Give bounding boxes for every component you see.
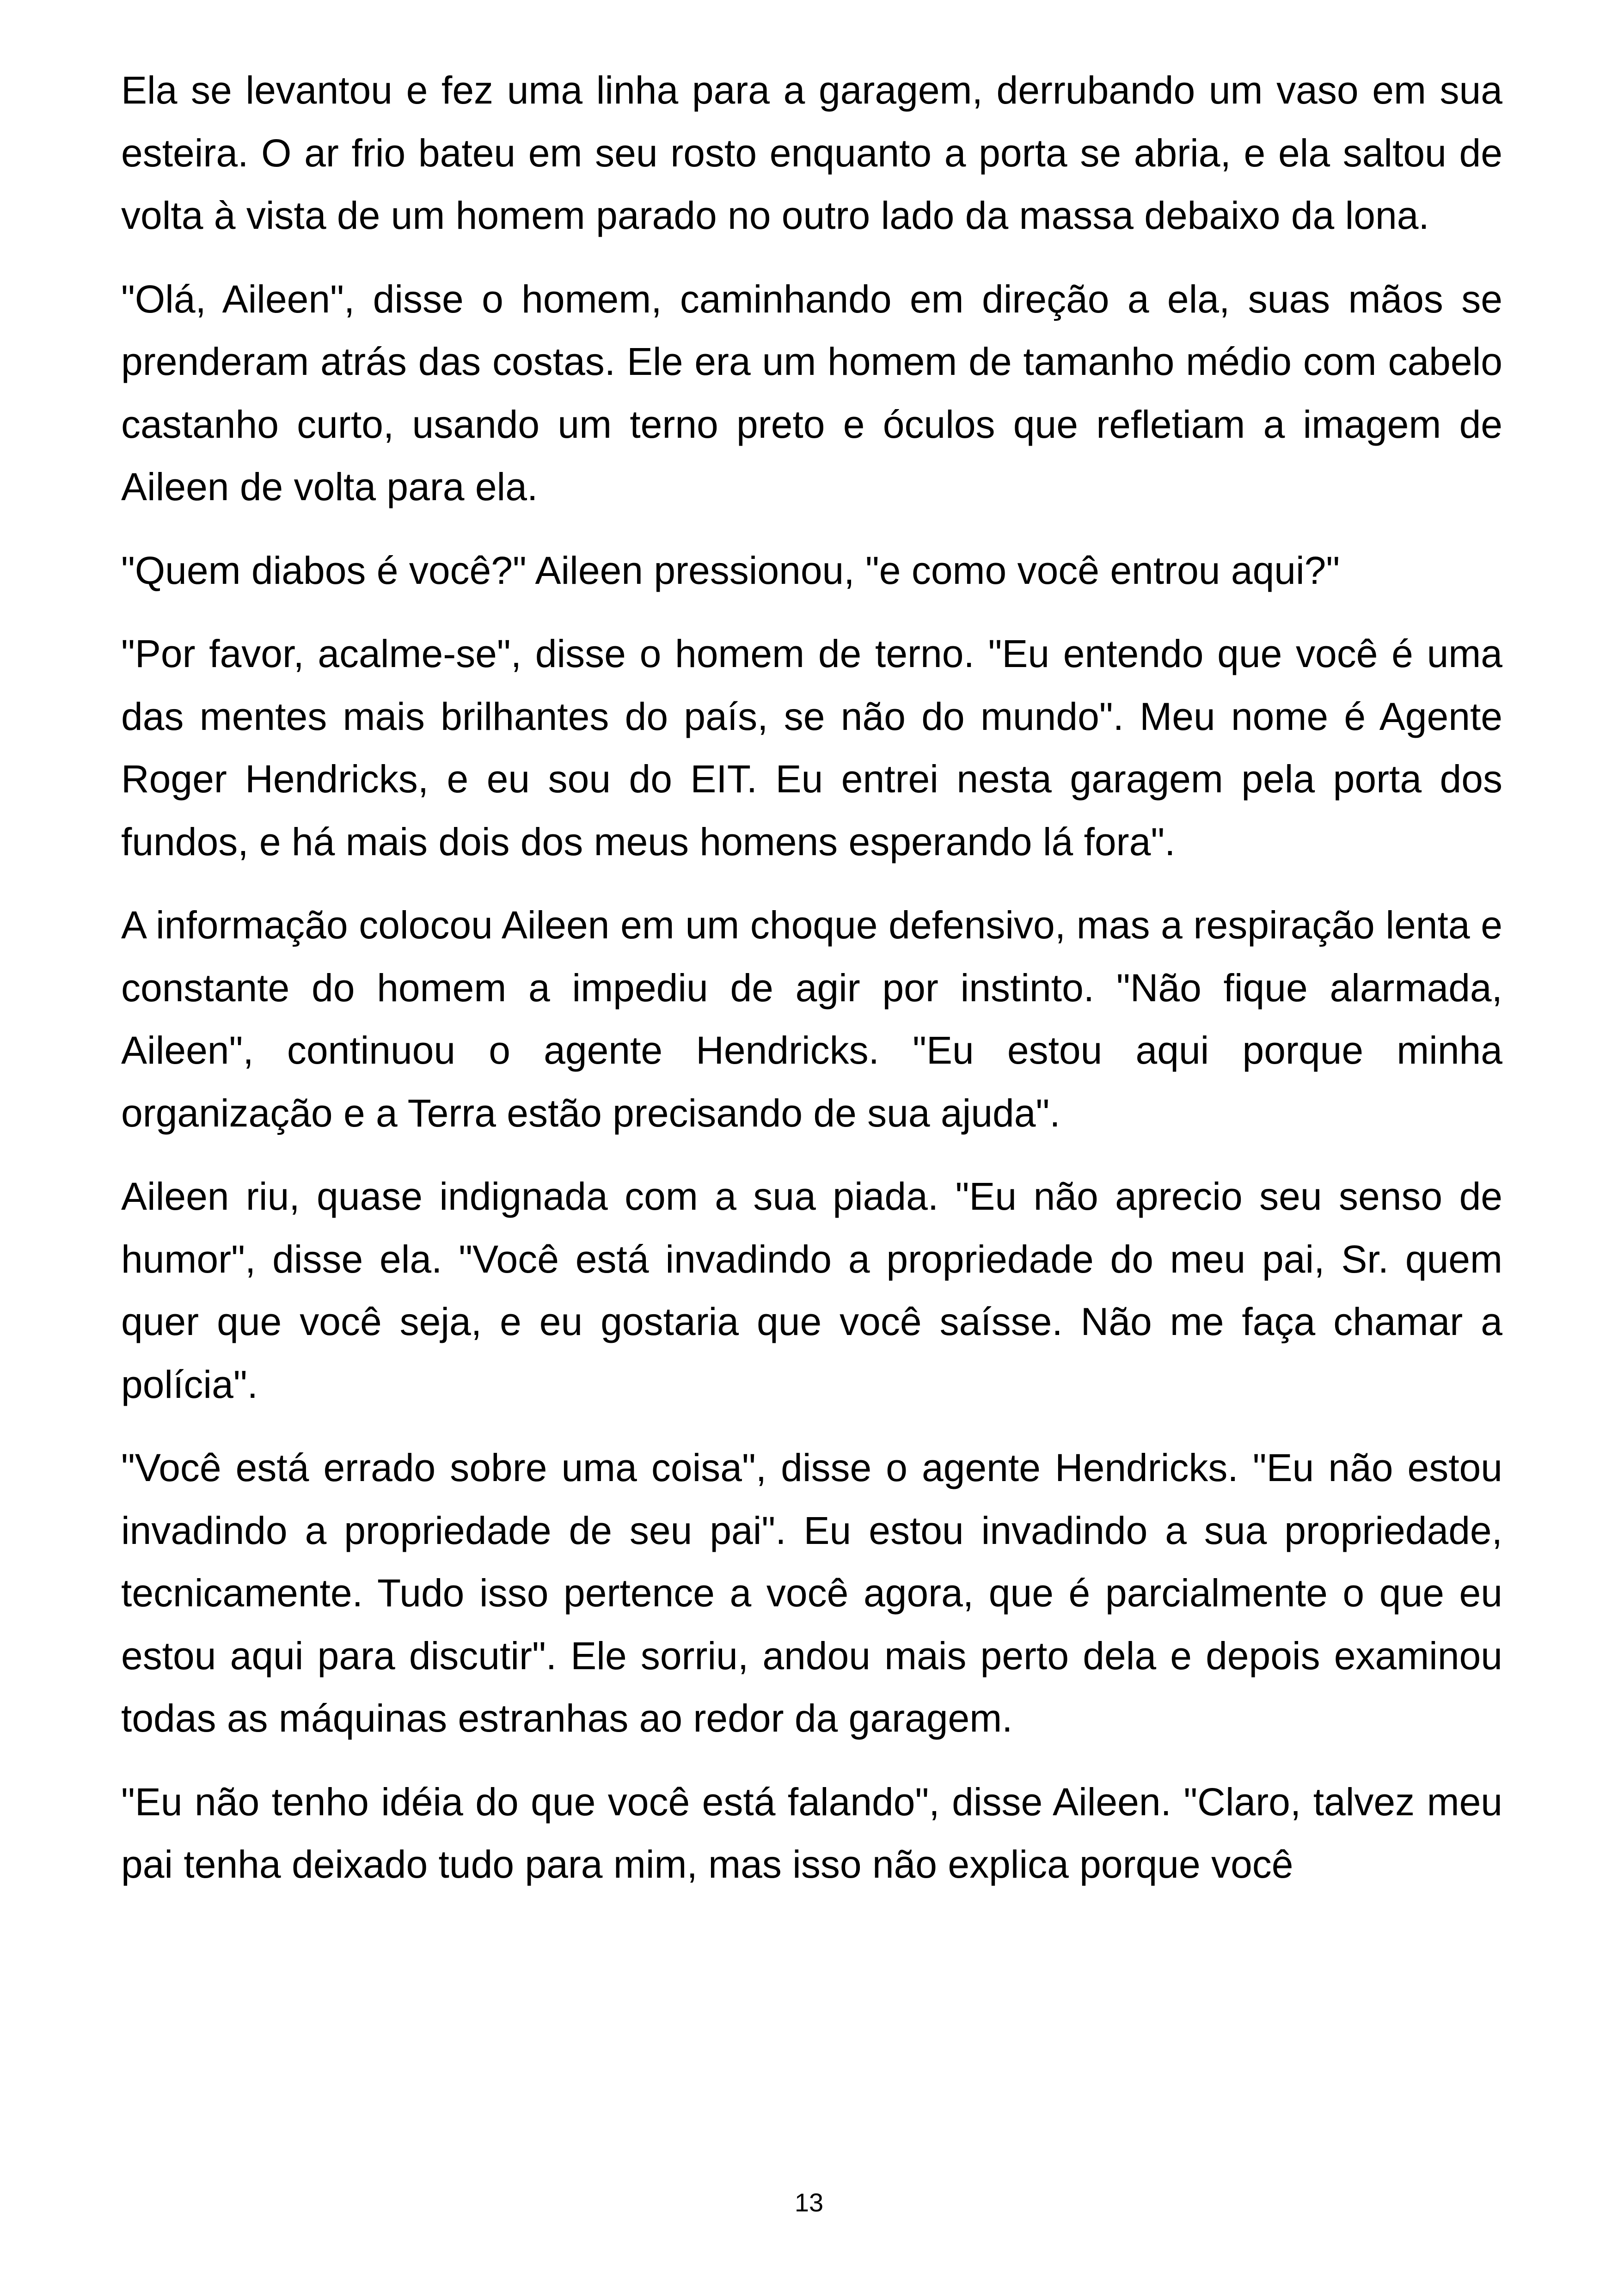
paragraph-7: "Você está errado sobre uma coisa", disse o agente Hendricks. "Eu não estou invadindo a propriedade de seu pai". Eu estou invadindo a sua propriedade, tecnicamente. Tudo isso pertence a você agora, que é parcialmente o que eu estou aqui para discutir". Ele sorriu, andou mais perto dela e depois examinou todas as máquinas estranhas ao redor da garagem.	[121, 1446, 1502, 1740]
paragraph-6: Aileen riu, quase indignada com a sua piada. "Eu não aprecio seu senso de humor", disse ela. "Você está invadindo a propriedade do meu pai, Sr. quem quer que você seja, e eu gostaria que você saísse. Não me faça chamar a polícia".	[121, 1175, 1502, 1406]
paragraph-2: "Olá, Aileen", disse o homem, caminhando em direção a ela, suas mãos se prenderam atrás das costas. Ele era um homem de tamanho médio com cabelo castanho curto, usando um terno preto e óculos que refletiam a imagem de Aileen de volta para ela.	[121, 277, 1502, 508]
body-text	[121, 59, 1502, 1917]
paragraph-4: "Por favor, acalme-se", disse o homem de terno. "Eu entendo que você é uma das mentes mais brilhantes do país, se não do mundo". Meu nome é Agente Roger Hendricks, e eu sou do EIT. Eu entrei nesta garagem pela porta dos fundos, e há mais dois dos meus homens esperando lá fora".	[121, 632, 1502, 863]
paragraph-8: "Eu não tenho idéia do que você está falando", disse Aileen. "Claro, talvez meu pai tenha deixado tudo para mim, mas isso não explica porque você	[121, 1780, 1502, 1886]
paragraph-3: "Quem diabos é você?" Aileen pressionou, "e como você entrou aqui?"	[121, 548, 1340, 592]
paragraph-5: A informação colocou Aileen em um choque defensivo, mas a respiração lenta e constante do homem a impediu de agir por instinto. "Não fique alarmada, Aileen", continuou o agente Hendricks. "Eu estou aqui porque minha organização e a Terra estão precisando de sua ajuda".	[121, 903, 1502, 1135]
paragraph-1: Ela se levantou e fez uma linha para a garagem, derrubando um vaso em sua esteira. O ar frio bateu em seu rosto enquanto a porta se abria, e ela saltou de volta à vista de um homem parado no outro lado da massa debaixo da lona.	[121, 68, 1502, 237]
page-number: 13	[794, 2188, 824, 2217]
